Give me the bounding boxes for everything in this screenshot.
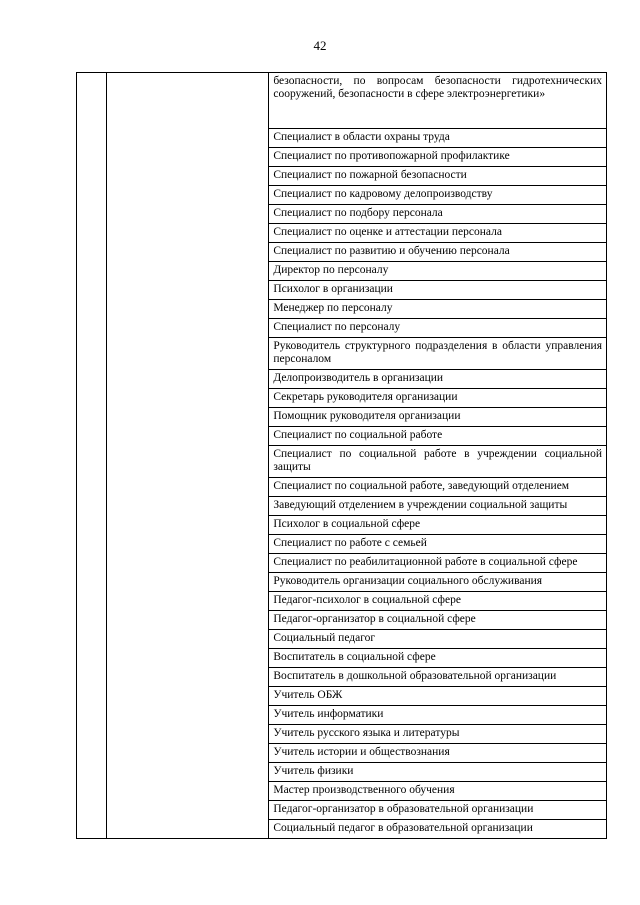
profession-cell [269,535,607,554]
profession-name: Воспитатель в дошкольной образовательной организации [273,670,557,682]
profession-cell [269,446,607,478]
profession-cell [269,592,607,611]
profession-cell [269,573,607,592]
profession-name: Специалист по кадровому делопроизводству [273,188,493,200]
profession-name: Психолог в социальной сфере [273,518,421,530]
profession-name: Заведующий отделением в учреждении социальной защиты [273,499,568,511]
profession-name: Специалист по подбору персонала [273,207,443,219]
profession-name: Специалист в области охраны труда [273,131,450,143]
profession-cell [269,427,607,446]
profession-cell [269,668,607,687]
profession-cell [269,554,607,573]
profession-name: Социальный педагог в образовательной организации [273,822,533,834]
profession-name: Помощник руководителя организации [273,410,461,422]
profession-name: Специалист по оценке и аттестации персонала [273,226,502,238]
continuation-text: безопасности, по вопросам безопасности гидротехнических сооружений, безопасности в сфере электроэнергетики» [273,75,602,100]
profession-name: Социальный педагог [273,632,376,644]
profession-name: Руководитель структурного подразделения в области управления персоналом [273,340,602,365]
profession-cell [269,820,607,839]
profession-name: Специалист по противопожарной профилактике [273,150,510,162]
profession-name: Директор по персоналу [273,264,389,276]
profession-name: Мастер производственного обучения [273,784,455,796]
profession-cell [269,649,607,668]
profession-name: Психолог в организации [273,283,393,295]
profession-cell [269,338,607,370]
profession-cell [269,389,607,408]
profession-name: Воспитатель в социальной сфере [273,651,436,663]
profession-cell [269,167,607,186]
table-row [77,73,607,129]
profession-name: Специалист по персоналу [273,321,401,333]
profession-cell [269,300,607,319]
profession-cell [269,281,607,300]
profession-cell [269,801,607,820]
profession-cell [269,262,607,281]
profession-name: Учитель информатики [273,708,384,720]
profession-name: Делопроизводитель в организации [273,372,444,384]
profession-cell [269,516,607,535]
profession-cell [269,744,607,763]
page-number: 42 [313,38,327,53]
profession-cell [269,706,607,725]
profession-cell [269,782,607,801]
profession-cell [269,725,607,744]
profession-cell [269,763,607,782]
profession-name: Специалист по пожарной безопасности [273,169,467,181]
row-number-cell [77,73,107,839]
profession-cell [269,611,607,630]
profession-name: Педагог-организатор в образовательной организации [273,803,534,815]
profession-name: Специалист по реабилитационной работе в социальной сфере [273,556,578,568]
profession-name: Учитель физики [273,765,354,777]
profession-cell [269,408,607,427]
profession-cell [269,186,607,205]
profession-name: Менеджер по персоналу [273,302,393,314]
profession-name: Руководитель организации социального обслуживания [273,575,543,587]
profession-name: Учитель ОБЖ [273,689,343,701]
profession-name: Специалист по социальной работе в учреждении социальной защиты [273,448,602,473]
profession-cell [269,224,607,243]
profession-cell [269,478,607,497]
profession-table [76,72,607,839]
profession-cell [269,148,607,167]
profession-cell [269,497,607,516]
program-name-cell [107,73,269,839]
profession-cell [269,243,607,262]
profession-cell [269,129,607,148]
profession-name: Секретарь руководителя организации [273,391,458,403]
profession-cell [269,370,607,389]
profession-name: Специалист по социальной работе, заведующий отделением [273,480,570,492]
profession-cell [269,687,607,706]
profession-cell [269,73,607,129]
profession-name: Учитель истории и обществознания [273,746,450,758]
profession-name: Педагог-психолог в социальной сфере [273,594,461,606]
profession-cell [269,319,607,338]
profession-cell [269,205,607,224]
profession-cell [269,630,607,649]
profession-name: Специалист по социальной работе [273,429,443,441]
profession-name: Учитель русского языка и литературы [273,727,460,739]
profession-name: Специалист по развитию и обучению персонала [273,245,510,257]
profession-name: Педагог-организатор в социальной сфере [273,613,476,625]
profession-name: Специалист по работе с семьей [273,537,427,549]
